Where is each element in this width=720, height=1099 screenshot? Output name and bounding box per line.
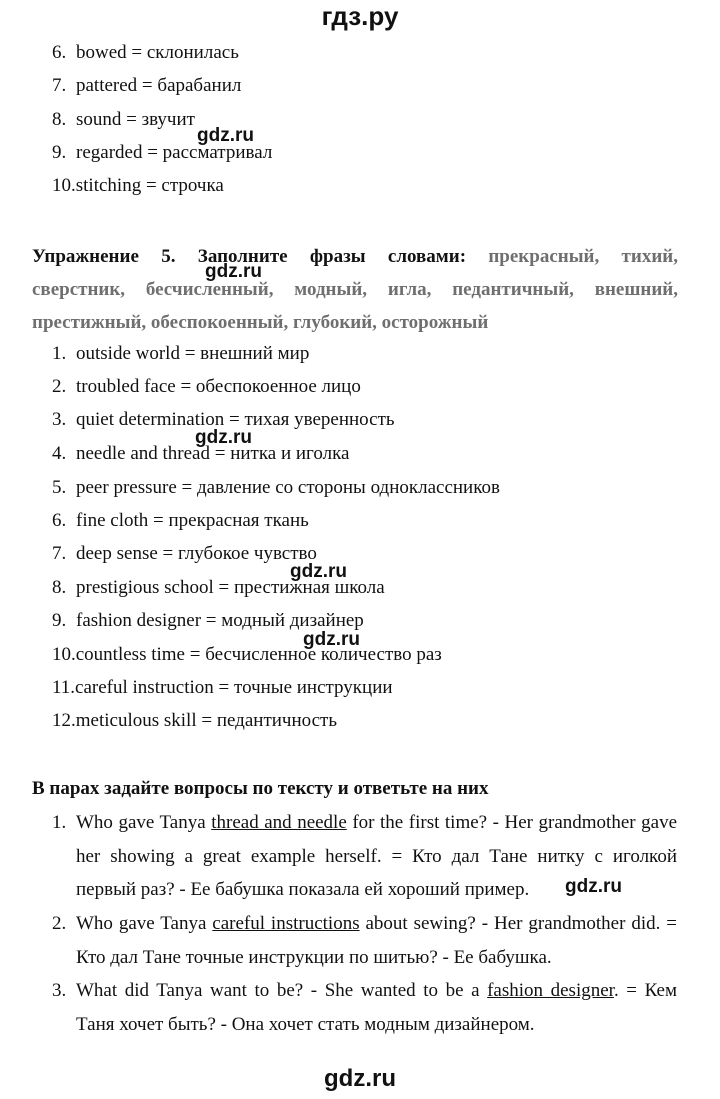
item-text: careful instruction = точные инструкции bbox=[75, 677, 393, 698]
list-item bbox=[52, 42, 239, 64]
item-number: 9. bbox=[52, 610, 67, 631]
watermark: gdz.ru bbox=[565, 876, 622, 897]
qa-item bbox=[52, 974, 677, 1041]
item-text: fine cloth = прекрасная ткань bbox=[76, 510, 309, 531]
item-number: 10. bbox=[52, 175, 76, 196]
word-bank: престижный, обеспокоенный, глубокий, осторожный bbox=[32, 312, 489, 333]
list-item bbox=[52, 543, 317, 565]
list-item bbox=[52, 477, 500, 499]
list-item bbox=[52, 376, 361, 398]
list-item bbox=[52, 510, 309, 532]
item-number: 3. bbox=[52, 980, 67, 1001]
qa-text-part: for the first time? - Her grandmother gave her showing a great example herself. = Кто дал Тане нитку с иголкой первый раз? - Ее бабушка показала ей хороший пример. bbox=[76, 812, 677, 900]
item-number: 10. bbox=[52, 644, 76, 665]
list-item bbox=[52, 677, 393, 699]
word-bank: сверстник, бесчисленный, модный, игла, педантичный, внешний, bbox=[32, 279, 678, 300]
item-text: quiet determination = тихая уверенность bbox=[76, 409, 395, 430]
item-number: 3. bbox=[52, 409, 67, 430]
item-text: meticulous skill = педантичность bbox=[75, 710, 338, 731]
item-text: countless time = бесчисленное количество раз bbox=[75, 644, 442, 665]
item-text: fashion designer = модный дизайнер bbox=[76, 610, 364, 631]
item-text: troubled face = обеспокоенное лицо bbox=[76, 376, 361, 397]
watermark: gdz.ru bbox=[290, 561, 347, 582]
item-number: 4. bbox=[52, 443, 67, 464]
watermark: gdz.ru bbox=[205, 261, 262, 282]
exercise-label: Упражнение 5. Заполните фразы словами: bbox=[32, 246, 467, 267]
underlined-phrase: fashion designer bbox=[487, 980, 614, 1001]
list-item bbox=[52, 710, 337, 732]
item-text: pattered = барабанил bbox=[76, 75, 242, 96]
item-text: outside world = внешний мир bbox=[76, 343, 310, 364]
qa-text-part: Who gave Tanya bbox=[76, 913, 213, 934]
word-bank: прекрасный, тихий, bbox=[488, 246, 678, 267]
qa-text-part: What did Tanya want to be? - She wanted to be a bbox=[76, 980, 488, 1001]
item-number: 11. bbox=[52, 677, 76, 698]
list-item bbox=[52, 75, 241, 97]
section-title: В парах задайте вопросы по тексту и ответьте на них bbox=[32, 778, 489, 799]
item-number: 6. bbox=[52, 510, 67, 531]
watermark: gdz.ru bbox=[197, 125, 254, 146]
item-number: 2. bbox=[52, 913, 67, 934]
qa-text bbox=[76, 907, 677, 974]
item-number: 8. bbox=[52, 109, 67, 130]
list-item bbox=[52, 109, 195, 131]
qa-text bbox=[76, 974, 677, 1041]
item-number: 7. bbox=[52, 75, 67, 96]
qa-text-part: about sewing? - Her grandmother did. = Кто дал Тане точные инструкции по шитью? - Ее бабушка. bbox=[76, 913, 677, 968]
item-number: 1. bbox=[52, 343, 67, 364]
item-number: 8. bbox=[52, 577, 67, 598]
item-text: peer pressure = давление со стороны одноклассников bbox=[76, 477, 500, 498]
site-header: гдз.ру bbox=[321, 1, 399, 31]
qa-item bbox=[52, 907, 677, 974]
item-number: 5. bbox=[52, 477, 67, 498]
item-text: needle and thread = нитка и иголка bbox=[76, 443, 350, 464]
item-number: 1. bbox=[52, 812, 67, 833]
watermark: gdz.ru bbox=[195, 427, 252, 448]
item-text: regarded = рассматривал bbox=[76, 142, 273, 163]
watermark: gdz.ru bbox=[303, 629, 360, 650]
item-number: 6. bbox=[52, 42, 67, 63]
list-item bbox=[52, 644, 442, 666]
qa-text-part: . = Кем Таня хочет быть? - Она хочет стать модным дизайнером. bbox=[76, 980, 677, 1035]
exercise-heading-line1 bbox=[32, 240, 678, 273]
item-text: prestigious school = престижная школа bbox=[76, 577, 385, 598]
item-text: stitching = строчка bbox=[75, 175, 224, 196]
item-number: 2. bbox=[52, 376, 67, 397]
list-item bbox=[52, 343, 309, 365]
underlined-phrase: thread and needle bbox=[211, 812, 347, 833]
item-text: sound = звучит bbox=[76, 109, 195, 130]
item-number: 9. bbox=[52, 142, 67, 163]
site-footer: gdz.ru bbox=[324, 1065, 396, 1092]
item-number: 7. bbox=[52, 543, 67, 564]
item-number: 12. bbox=[52, 710, 76, 731]
list-item bbox=[52, 175, 224, 197]
item-text: deep sense = глубокое чувство bbox=[76, 543, 317, 564]
underlined-phrase: careful instructions bbox=[212, 913, 360, 934]
item-text: bowed = склонилась bbox=[76, 42, 239, 63]
qa-text-part: Who gave Tanya bbox=[76, 812, 212, 833]
